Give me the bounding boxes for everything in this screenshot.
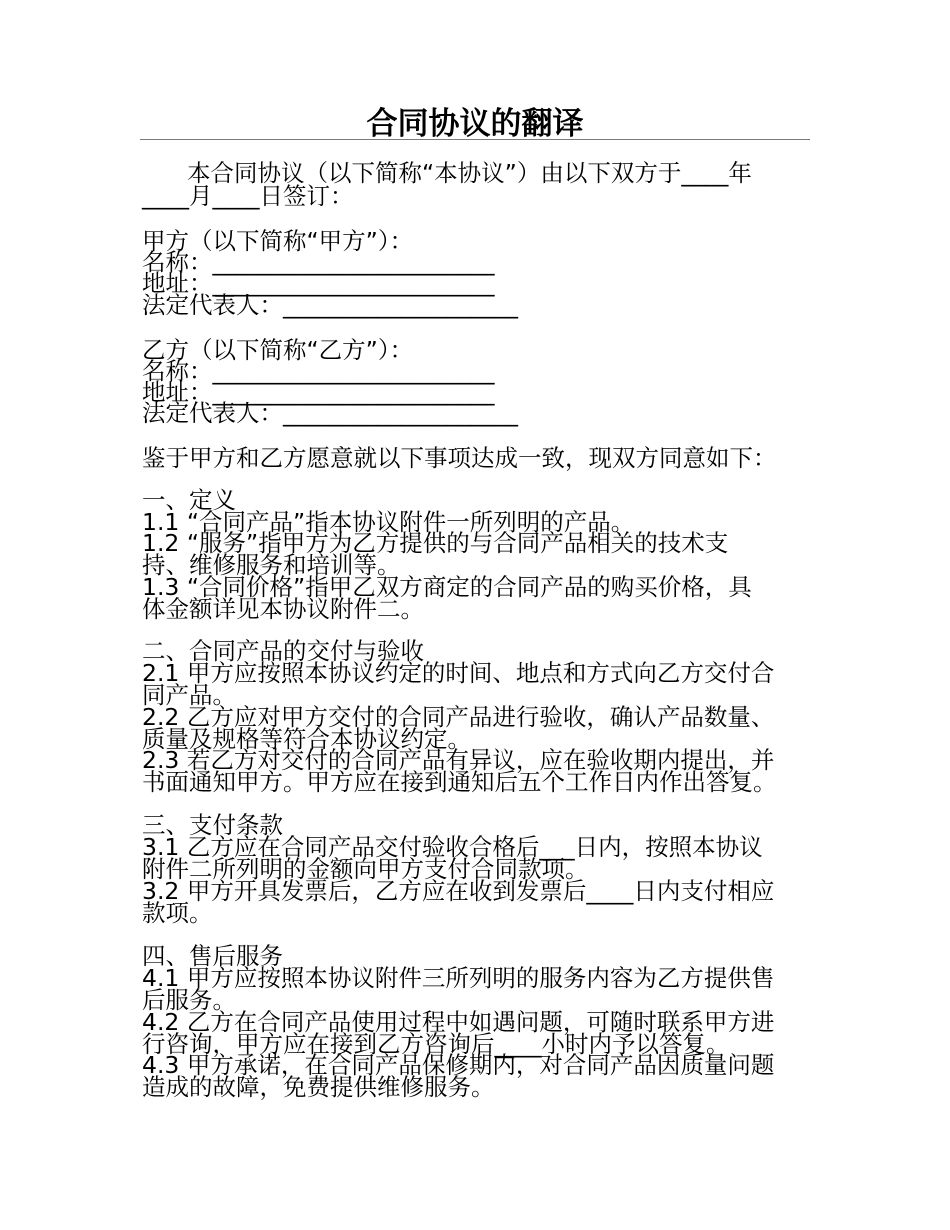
section-2-heading: 二、合同产品的交付与验收 bbox=[142, 637, 424, 665]
section-4-line: 造成的故障，免费提供维修服务。 bbox=[142, 1073, 495, 1101]
section-2-line: 2.2 乙方应对甲方交付的合同产品进行验收，确认产品数量、 bbox=[142, 703, 775, 731]
party-b-address: 地址：________________________ bbox=[142, 378, 495, 406]
party-b-name: 名称：________________________ bbox=[142, 357, 495, 385]
section-1-heading: 一、定义 bbox=[142, 486, 236, 514]
section-2-line: 书面通知甲方。甲方应在接到通知后五个工作日内作出答复。 bbox=[142, 768, 777, 796]
section-2-line: 质量及规格等符合本协议约定。 bbox=[142, 725, 471, 753]
section-1-line: 持、维修服务和培训等。 bbox=[142, 551, 401, 579]
section-4-line: 4.2 乙方在合同产品使用过程中如遇问题，可随时联系甲方进 bbox=[142, 1008, 775, 1036]
intro-line-2: ____月____日签订： bbox=[142, 182, 354, 210]
document-title: 合同协议的翻译 bbox=[366, 106, 584, 142]
party-a-representative: 法定代表人：____________________ bbox=[142, 291, 518, 319]
party-a-heading: 甲方（以下简称“甲方”）： bbox=[142, 227, 414, 255]
party-a-name: 名称：________________________ bbox=[142, 248, 495, 276]
whereas-clause: 鉴于甲方和乙方愿意就以下事项达成一致，现双方同意如下： bbox=[142, 444, 777, 472]
section-3-line: 3.1 乙方应在合同产品交付验收合格后___日内，按照本协议 bbox=[142, 833, 763, 861]
section-1-line: 1.2 “服务”指甲方为乙方提供的与合同产品相关的技术支 bbox=[142, 529, 729, 557]
section-2-line: 同产品。 bbox=[142, 681, 236, 709]
section-3-line: 附件二所列明的金额向甲方支付合同款项。 bbox=[142, 855, 589, 883]
section-4-line: 4.1 甲方应按照本协议附件三所列明的服务内容为乙方提供售 bbox=[142, 964, 775, 992]
section-4-line: 行咨询，甲方应在接到乙方咨询后____小时内予以答复。 bbox=[142, 1030, 730, 1058]
section-1-line: 1.1 “合同产品”指本协议附件一所列明的产品。 bbox=[142, 508, 635, 536]
section-1-line: 1.3 “合同价格”指甲乙双方商定的合同产品的购买价格，具 bbox=[142, 573, 752, 601]
party-b-representative: 法定代表人：____________________ bbox=[142, 399, 518, 427]
section-3-heading: 三、支付条款 bbox=[142, 811, 283, 839]
section-3-line: 款项。 bbox=[142, 899, 213, 927]
section-4-line: 后服务。 bbox=[142, 986, 236, 1014]
section-2-line: 2.1 甲方应按照本协议约定的时间、地点和方式向乙方交付合 bbox=[142, 659, 775, 687]
party-a-address: 地址：________________________ bbox=[142, 269, 495, 297]
section-4-heading: 四、售后服务 bbox=[142, 942, 283, 970]
section-2-line: 2.3 若乙方对交付的合同产品有异议，应在验收期内提出，并 bbox=[142, 746, 775, 774]
intro-line-1: 本合同协议（以下简称“本协议”）由以下双方于____年 bbox=[187, 159, 752, 187]
section-3-line: 3.2 甲方开具发票后，乙方应在收到发票后____日内支付相应 bbox=[142, 877, 775, 905]
party-b-heading: 乙方（以下简称“乙方”）： bbox=[142, 336, 414, 364]
title-underline bbox=[140, 139, 810, 140]
section-4-line: 4.3 甲方承诺，在合同产品保修期内，对合同产品因质量问题 bbox=[142, 1051, 775, 1079]
section-1-line: 体金额详见本协议附件二。 bbox=[142, 595, 424, 623]
